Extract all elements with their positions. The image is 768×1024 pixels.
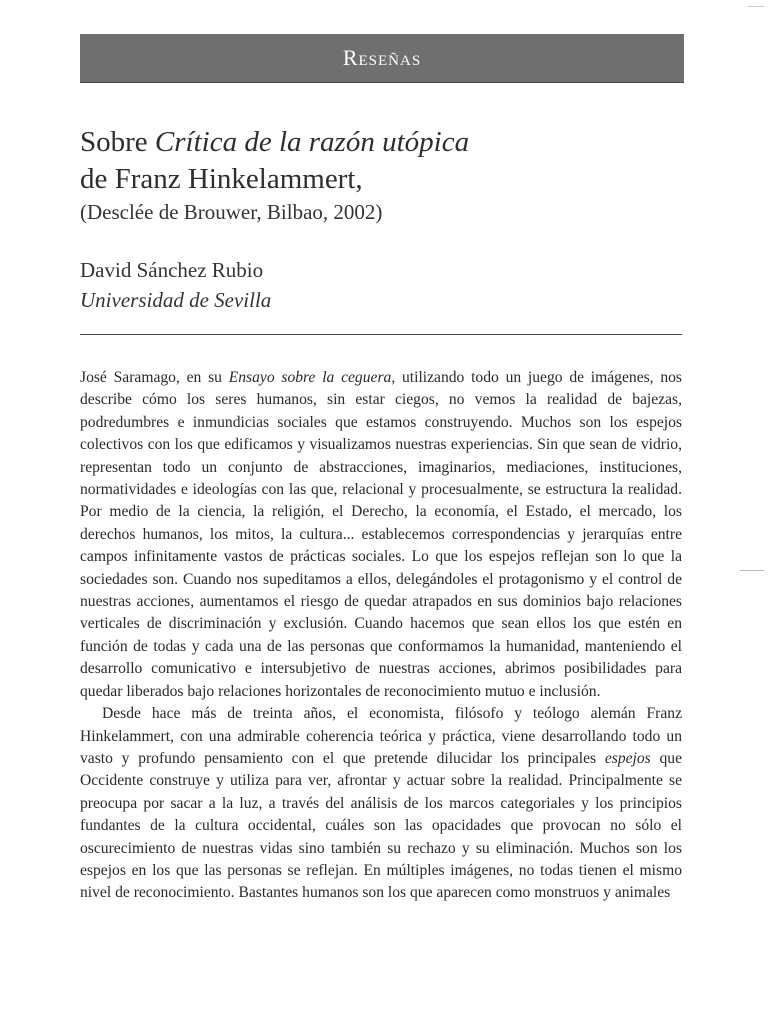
p2-text-b: que Occidente construye y utiliza para ver, afrontar y actuar sobre la realidad. Principalmente se preocupa por sacar a la luz, a través del análisis de los marcos categoriales y los principios fundantes de la cultura occidental, cuáles son las opacidades que provocan no sólo el oscurecimiento de nuestras vidas sino también su rechazo y su eliminación. Muchos son los espejos en los que las personas se reflejan. En múltiples imágenes, no todas tienen el mismo nivel de reconocimiento. Bastantes humanos son los que aparecen como monstruos y animales bbox=[80, 749, 682, 902]
review-title bbox=[80, 124, 680, 198]
author-affiliation: Universidad de Sevilla bbox=[80, 288, 272, 312]
p2-emphasis: espejos bbox=[604, 749, 651, 767]
p2-text-a: Desde hace más de treinta años, el economista, filósofo y teólogo alemán Franz Hinkelammert, con una admirable coherencia teórica y práctica, viene desarrollando todo un vasto y profundo pensamiento con el que pretende dilucidar los principales bbox=[80, 705, 682, 767]
p1-text-b: , utilizando todo un juego de imágenes, nos describe cómo los seres humanos, sin estar ciegos, no vemos la realidad de bajezas, podredumbres e inmundicias sociales que estamos construyendo. Muchos son los espejos colectivos con los que edificamos y visualizamos nuestras experiencias. Sin que sean de vidrio, representan todo un conjunto de abstracciones, imaginarios, mediaciones, instituciones, normatividades e ideologías con las que, relacional y procesualmente, se estructura la realidad. Por medio de la ciencia, la religión, el Derecho, la economía, el Estado, el mercado, los derechos humanos, los mitos, la cultura... establecemos correspondencias y jerarquías entre campos infinitamente vastos de prácticas sociales. Lo que los espejos reflejan son lo que la sociedades son. Cuando nos supeditamos a ellos, delegándoles el protagonismo y el control de nuestras acciones, aumentamos el riesgo de quedar atrapados en sus dominios bajo relaciones verticales de discriminación y exclusión. Cuando hacemos que sean ellos los que estén en función de todas y cada una de las personas que conformamos la humanidad, manteniendo el desarrollo comunicativo e intersubjetivo de nuestras acciones, abrimos posibilidades para quedar liberados bajo relaciones horizontales de reconocimiento mutuo e inclusión. bbox=[80, 369, 682, 700]
paragraph-1 bbox=[80, 367, 682, 703]
publisher-info: (Desclée de Brouwer, Bilbao, 2002) bbox=[80, 200, 383, 224]
title-prefix: Sobre bbox=[80, 126, 155, 158]
title-line-2: de Franz Hinkelammert, bbox=[80, 163, 363, 195]
p1-text-a: José Saramago, en su bbox=[80, 369, 229, 386]
scan-margin-mark bbox=[740, 570, 764, 571]
section-header-bar bbox=[80, 34, 684, 83]
section-label: Reseñas bbox=[342, 45, 422, 70]
scan-corner-mark bbox=[748, 6, 764, 7]
author-name: David Sánchez Rubio bbox=[80, 258, 264, 282]
header-divider bbox=[80, 334, 682, 335]
p1-book-title: Ensayo sobre la ceguera bbox=[228, 369, 392, 386]
article-body bbox=[80, 367, 682, 905]
paragraph-2 bbox=[80, 703, 682, 905]
title-book: Crítica de la razón utópica bbox=[154, 126, 470, 158]
